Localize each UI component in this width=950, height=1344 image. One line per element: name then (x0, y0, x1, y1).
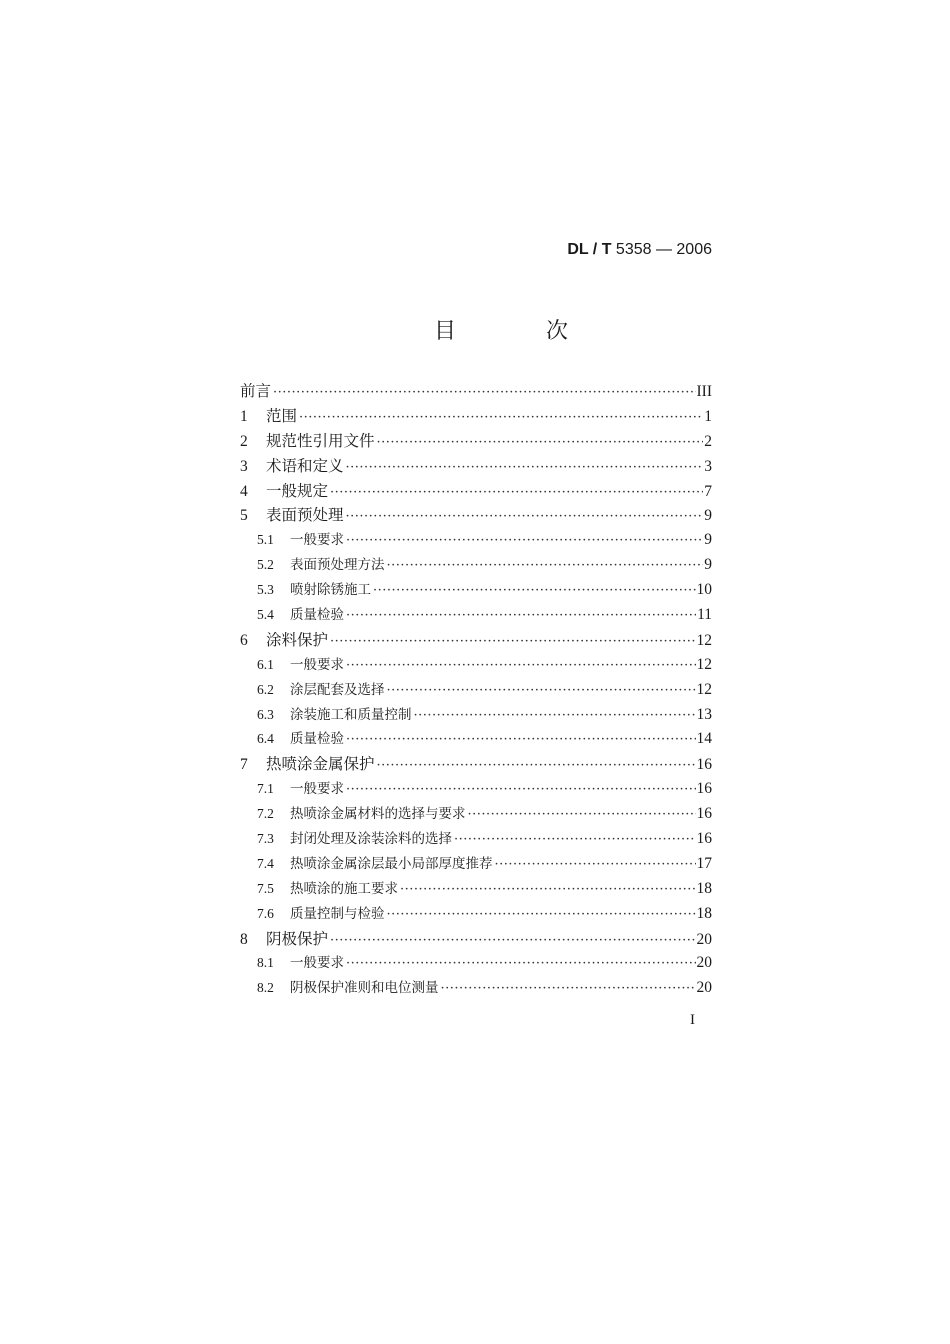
toc-entry-page-number: 18 (696, 904, 712, 922)
toc-entry[interactable] (240, 479, 712, 504)
toc-dot-leader (377, 436, 704, 449)
toc-entry-label: 前言 (240, 382, 272, 400)
toc-entry-number: 7.4 (257, 855, 274, 871)
toc-dot-leader (441, 982, 696, 995)
toc-entry-number: 6.2 (257, 681, 274, 697)
toc-entry-page-number: 16 (696, 830, 712, 848)
toc-entry[interactable] (240, 777, 712, 802)
toc-entry-number: 8.2 (257, 980, 274, 996)
toc-entry-number: 3 (240, 457, 248, 475)
toc-entry-number: 7.5 (257, 880, 274, 896)
toc-entry-page-number: 16 (696, 756, 712, 774)
toc-entry-page-number: 12 (696, 631, 712, 649)
toc-entry[interactable] (240, 902, 712, 927)
toc-dot-leader (414, 709, 696, 722)
toc-entry[interactable] (240, 578, 712, 603)
toc-entry-page-number: 7 (704, 482, 712, 500)
toc-entry-number: 7.6 (257, 905, 274, 921)
toc-entry[interactable] (240, 827, 712, 852)
toc-entry-number: 7.1 (257, 781, 274, 797)
toc-dot-leader (346, 783, 696, 796)
toc-entry-label: 质量检验 (290, 607, 344, 624)
toc-dot-leader (387, 684, 696, 697)
toc-dot-leader (387, 559, 704, 572)
toc-entry-label: 范围 (266, 406, 298, 425)
standard-code (566, 241, 712, 259)
toc-dot-leader (273, 386, 695, 399)
toc-entry[interactable] (240, 976, 712, 1001)
toc-dot-leader (468, 808, 696, 821)
toc-entry[interactable] (240, 852, 712, 877)
toc-entry[interactable] (240, 727, 712, 752)
toc-dot-leader (495, 858, 696, 871)
toc-dot-leader (330, 635, 695, 648)
toc-entry-number: 8 (240, 930, 248, 948)
toc-entry-label: 表面预处理 (266, 506, 344, 525)
toc-entry-number: 7.3 (257, 831, 274, 847)
toc-entry-label: 一般要求 (290, 656, 344, 673)
toc-entry-number: 6.3 (257, 706, 274, 722)
toc-entry-page-number: 1 (704, 407, 712, 425)
toc-entry-page-number: 9 (704, 507, 712, 525)
page-number: I (690, 1012, 695, 1028)
toc-entry-page-number: III (696, 383, 712, 400)
toc-entry-label: 热喷涂金属涂层最小局部厚度推荐 (290, 855, 493, 872)
toc-dot-leader (330, 934, 695, 947)
standard-number: 5358 — 2006 (615, 241, 712, 258)
toc-entry-label: 涂料保护 (266, 630, 329, 649)
toc-entry-page-number: 18 (696, 879, 712, 897)
toc-entry-label: 喷射除锈施工 (290, 582, 371, 599)
toc-entry-page-number: 2 (704, 432, 712, 450)
toc-entry-label: 一般要求 (290, 781, 344, 798)
standard-prefix: DL / T (567, 241, 612, 258)
toc-entry[interactable] (240, 454, 712, 479)
toc-entry-label: 涂层配套及选择 (290, 681, 385, 698)
toc-entry[interactable] (240, 951, 712, 976)
toc-dot-leader (346, 609, 696, 622)
toc-dot-leader (346, 534, 703, 547)
toc-dot-leader (346, 659, 696, 672)
toc-entry-number: 1 (240, 407, 248, 425)
toc-entry-number: 5.3 (257, 582, 274, 598)
toc-dot-leader (373, 584, 696, 597)
toc-entry-label: 表面预处理方法 (290, 557, 385, 574)
toc-entry[interactable] (240, 653, 712, 678)
toc-dot-leader (400, 883, 696, 896)
toc-entry-page-number: 9 (704, 556, 712, 574)
toc-entry-page-number: 3 (704, 457, 712, 475)
toc-entry-label: 质量检验 (290, 731, 344, 748)
toc-entry-label: 一般规定 (266, 481, 329, 500)
toc-entry-label: 热喷涂金属材料的选择与要求 (290, 806, 466, 823)
toc-entry-number: 5.4 (257, 607, 274, 623)
toc-entry-number: 5.1 (257, 532, 274, 548)
toc-entry-page-number: 16 (696, 780, 712, 798)
toc-entry-page-number: 12 (696, 655, 712, 673)
toc-entry[interactable] (240, 877, 712, 902)
toc-entry[interactable] (240, 404, 712, 429)
toc-entry[interactable] (240, 628, 712, 653)
toc-entry-number: 5 (240, 507, 248, 525)
toc-entry-number: 7.2 (257, 806, 274, 822)
toc-entry-page-number: 14 (696, 730, 712, 748)
toc-entry[interactable] (240, 678, 712, 703)
toc-entry-number: 5.2 (257, 557, 274, 573)
toc-dot-leader (299, 411, 703, 424)
toc-entry-page-number: 17 (696, 854, 712, 872)
toc-entry-label: 热喷涂的施工要求 (290, 880, 398, 897)
toc-entry-label: 术语和定义 (266, 456, 344, 475)
toc-entry-label: 质量控制与检验 (290, 905, 385, 922)
toc-dot-leader (346, 957, 696, 970)
page-title: 目 次 (434, 319, 603, 344)
toc-dot-leader (377, 759, 696, 772)
toc-entry[interactable] (240, 379, 712, 404)
table-of-contents (240, 379, 712, 1001)
toc-entry-number: 7 (240, 756, 248, 774)
toc-dot-leader (454, 833, 696, 846)
toc-entry-page-number: 13 (696, 705, 712, 723)
toc-entry[interactable] (240, 927, 712, 952)
toc-entry-number: 6.1 (257, 656, 274, 672)
toc-entry[interactable] (240, 503, 712, 528)
toc-entry-page-number: 16 (696, 805, 712, 823)
toc-entry-label: 阴极保护准则和电位测量 (290, 980, 439, 997)
toc-entry-label: 一般要求 (290, 955, 344, 972)
toc-entry[interactable] (240, 752, 712, 777)
toc-dot-leader (330, 486, 703, 499)
toc-entry[interactable] (240, 802, 712, 827)
toc-entry-number: 6.4 (257, 731, 274, 747)
toc-entry-page-number: 10 (696, 581, 712, 599)
toc-entry-page-number: 20 (696, 954, 712, 972)
toc-entry-page-number: 12 (696, 680, 712, 698)
toc-entry-label: 封闭处理及涂装涂料的选择 (290, 831, 452, 848)
toc-dot-leader (346, 461, 704, 474)
toc-entry-number: 4 (240, 482, 248, 500)
toc-entry-number: 8.1 (257, 955, 274, 971)
toc-entry-page-number: 20 (696, 930, 712, 948)
toc-entry-number: 6 (240, 631, 248, 649)
toc-entry[interactable] (240, 603, 712, 628)
toc-entry-label: 一般要求 (290, 532, 344, 549)
toc-entry[interactable] (240, 528, 712, 553)
toc-entry-label: 涂装施工和质量控制 (290, 706, 412, 723)
toc-entry[interactable] (240, 429, 712, 454)
toc-entry-page-number: 9 (704, 531, 712, 549)
toc-entry[interactable] (240, 703, 712, 728)
toc-dot-leader (387, 908, 696, 921)
toc-dot-leader (346, 733, 696, 746)
toc-entry[interactable] (240, 553, 712, 578)
toc-entry-page-number: 20 (696, 979, 712, 997)
toc-entry-number: 2 (240, 432, 248, 450)
toc-entry-label: 热喷涂金属保护 (266, 755, 375, 774)
toc-entry-label: 阴极保护 (266, 929, 329, 948)
toc-dot-leader (346, 510, 704, 523)
toc-entry-page-number: 11 (697, 606, 712, 624)
toc-entry-label: 规范性引用文件 (266, 431, 375, 450)
